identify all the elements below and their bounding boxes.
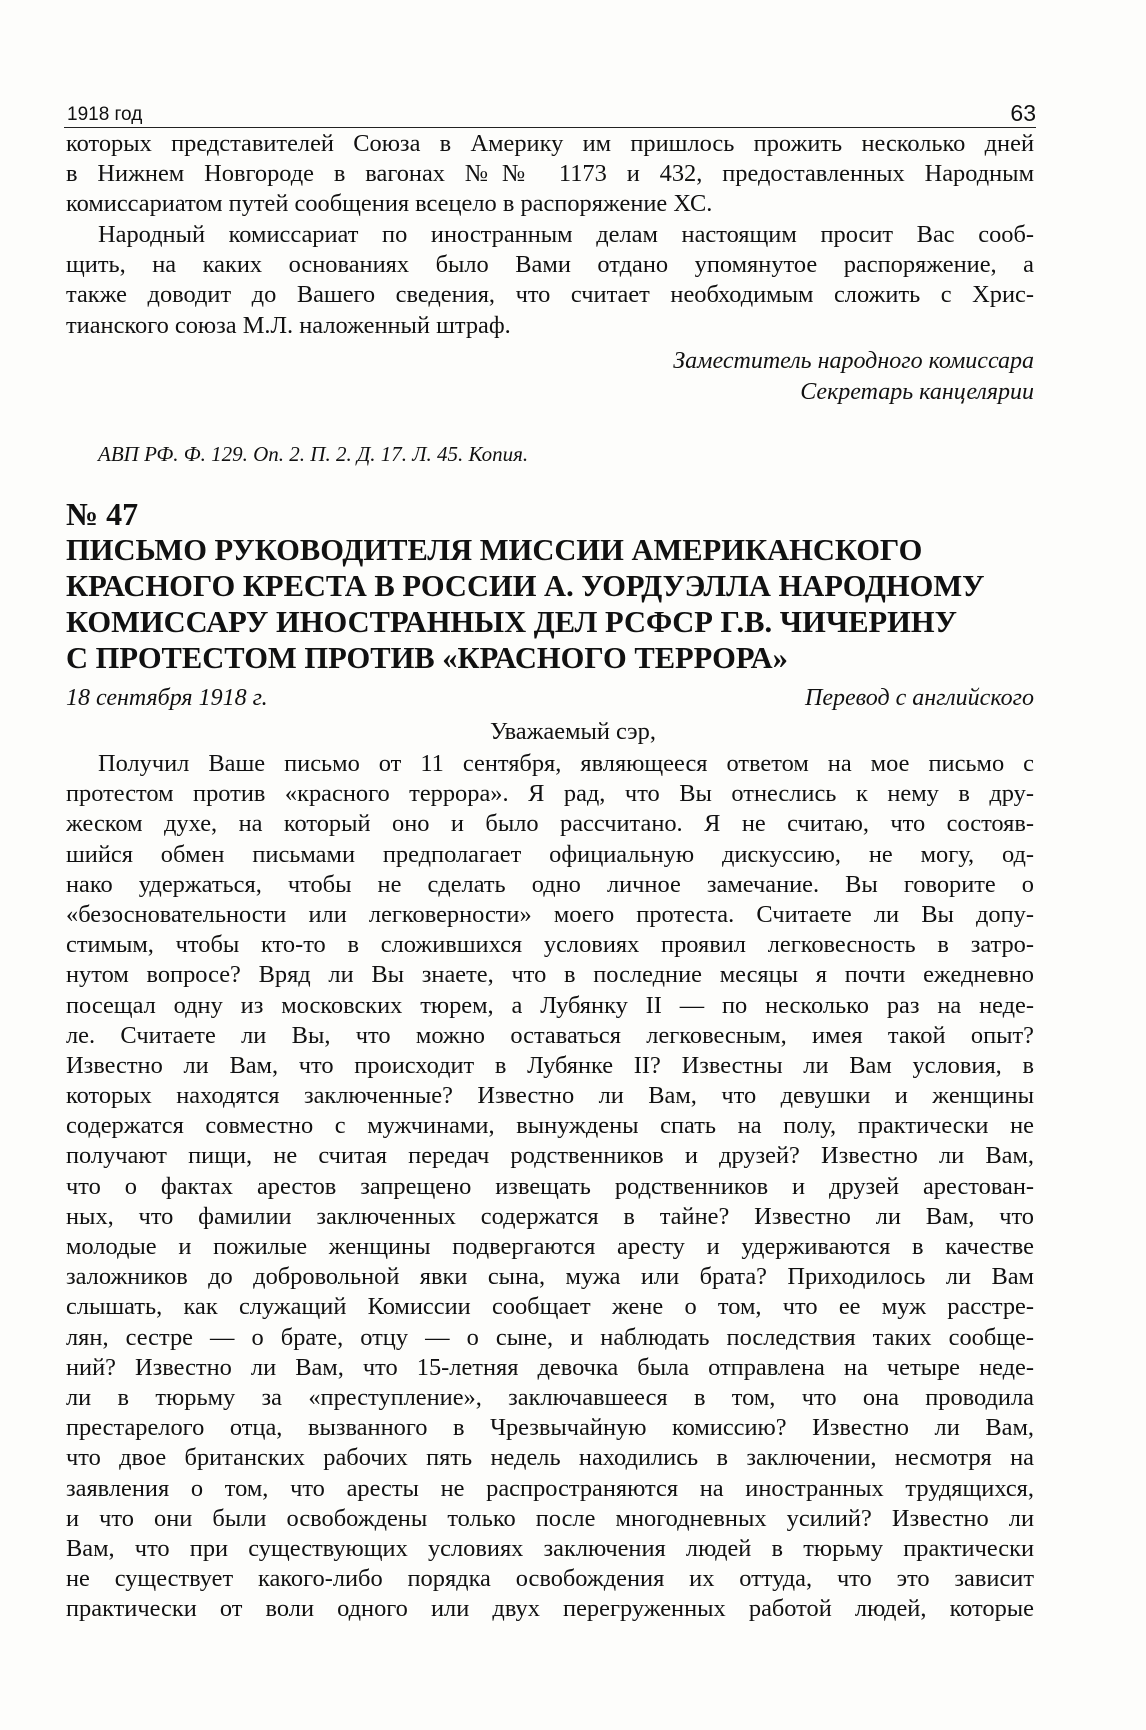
body-line: слышать, как служащий Комиссии сообщает жене о том, что ее муж расстре- [66,1293,1034,1321]
page-number: 63 [1010,100,1036,126]
running-header [64,100,1036,127]
body-line: и что они были освобождены только после многодневных усилий? Известно ли [66,1504,1034,1532]
document-date: 18 сентября 1918 г. [66,685,268,711]
body-line: протестом против «красного террора». Я рад, что Вы отнеслись к нему в дру- [66,780,1034,808]
title-line: КОМИССАРУ ИНОСТРАННЫХ ДЕЛ РСФСР Г.В. ЧИЧЕРИНУ [66,605,958,639]
body-line: заложников до добровольной явки сына, мужа или брата? Приходилось ли Вам [66,1263,1034,1291]
text-line: Народный комиссариат по иностранным делам настоящим просит Вас сооб- [98,221,1034,248]
letter-body [66,749,1034,1624]
salutation: Уважаемый сэр, [490,718,656,745]
body-line: ли в тюрьму за «преступление», заключавшееся в том, что она проводила [66,1383,1034,1411]
body-line: посещал одну из московских тюрем, а Лубянку II — по несколько раз на неде- [66,991,1034,1019]
body-line: «безосновательности или легковерности» моего протеста. Считаете ли Вы допу- [66,900,1034,928]
body-line: получают пищи, не считая передач родственников и друзей? Известно ли Вам, [66,1142,1034,1170]
body-line: жеском духе, на который оно и было рассчитано. Я не считаю, что состояв- [66,810,1034,838]
text-line: которых представителей Союза в Америку им пришлось прожить несколько дней [66,130,1034,157]
translation-note: Перевод с английского [805,685,1034,711]
body-line: ле. Считаете ли Вы, что можно оставаться легковесным, имея такой опыт? [66,1021,1034,1049]
body-line: заявления о том, что аресты не распространяются на иностранных трудящихся, [66,1474,1034,1502]
text-line: щить, на каких основаниях было Вами отдано упомянутое распоряжение, а [66,251,1034,279]
body-line: содержатся совместно с мужчинами, вынуждены спать на полу, практически не [66,1112,1034,1140]
title-line: С ПРОТЕСТОМ ПРОТИВ «КРАСНОГО ТЕРРОРА» [66,641,788,675]
body-line: что двое британских рабочих пять недель находились в заключении, несмотря на [66,1444,1034,1472]
header-year: 1918 год [67,104,143,125]
text-line: тианского союза М.Л. наложенный штраф. [66,311,511,339]
body-line: стимым, чтобы кто-то в сложившихся условиях проявил легковесность в затро- [66,931,1034,959]
body-line: Известно ли Вам, что происходит в Лубянке II? Известны ли Вам условия, в [66,1051,1034,1079]
body-line: нако удержаться, чтобы не сделать одно личное замечание. Вы говорите о [66,870,1034,898]
text-line: в Нижнем Новгороде в вагонах №№ 1173 и 432, предоставленных Народным [66,160,1034,188]
document-title [66,532,1034,676]
body-line: практически от воли одного или двух перегруженных работой людей, которые [66,1595,1034,1623]
body-line: не существует какого-либо порядка освобождения их оттуда, что это зависит [66,1565,1034,1593]
signature-deputy: Заместитель народного комиссара [673,348,1034,374]
title-line: КРАСНОГО КРЕСТА В РОССИИ А. УОРДУЭЛЛА НАРОДНОМУ [66,569,985,603]
body-line: Получил Ваше письмо от 11 сентября, являющееся ответом на мое письмо с [98,750,1034,777]
body-line: престарелого отца, вызванного в Чрезвычайную комиссию? Известно ли Вам, [66,1414,1034,1442]
header-rule [64,127,1036,128]
text-line: комиссариатом путей сообщения всецело в распоряжение ХС. [66,190,713,218]
text-line: также доводит до Вашего сведения, что считает необходимым сложить с Хрис- [66,281,1034,309]
request-paragraph [66,220,1034,341]
signature-secretary: Секретарь канцелярии [800,379,1034,405]
body-line: Вам, что при существующих условиях заключения людей в тюрьму практически [66,1534,1034,1562]
body-line: нутом вопросе? Вряд ли Вы знаете, что в последние месяцы я почти ежедневно [66,961,1034,989]
title-line: ПИСЬМО РУКОВОДИТЕЛЯ МИССИИ АМЕРИКАНСКОГО [66,533,923,567]
body-line: которых находятся заключенные? Известно ли Вам, что девушки и женщины [66,1082,1034,1110]
body-line: лян, сестре — о брате, отцу — о сыне, и наблюдать последствия таких сообще- [66,1323,1034,1351]
document-number: № 47 [66,496,139,532]
archive-reference: АВП РФ. Ф. 129. Оп. 2. П. 2. Д. 17. Л. 45. Копия. [98,442,529,466]
date-line [66,683,1034,713]
body-line: что о фактах арестов запрещено извещать родственников и друзей арестован- [66,1172,1034,1200]
body-line: ных, что фамилии заключенных содержатся в тайне? Известно ли Вам, что [66,1202,1034,1230]
continued-paragraph [66,129,1034,220]
body-line: ний? Известно ли Вам, что 15-летняя девочка была отправлена на четыре неде- [66,1353,1034,1381]
body-line: молодые и пожилые женщины подвергаются аресту и удерживаются в качестве [66,1233,1034,1260]
body-line: шийся обмен письмами предполагает официальную дискуссию, не могу, од- [66,840,1034,868]
